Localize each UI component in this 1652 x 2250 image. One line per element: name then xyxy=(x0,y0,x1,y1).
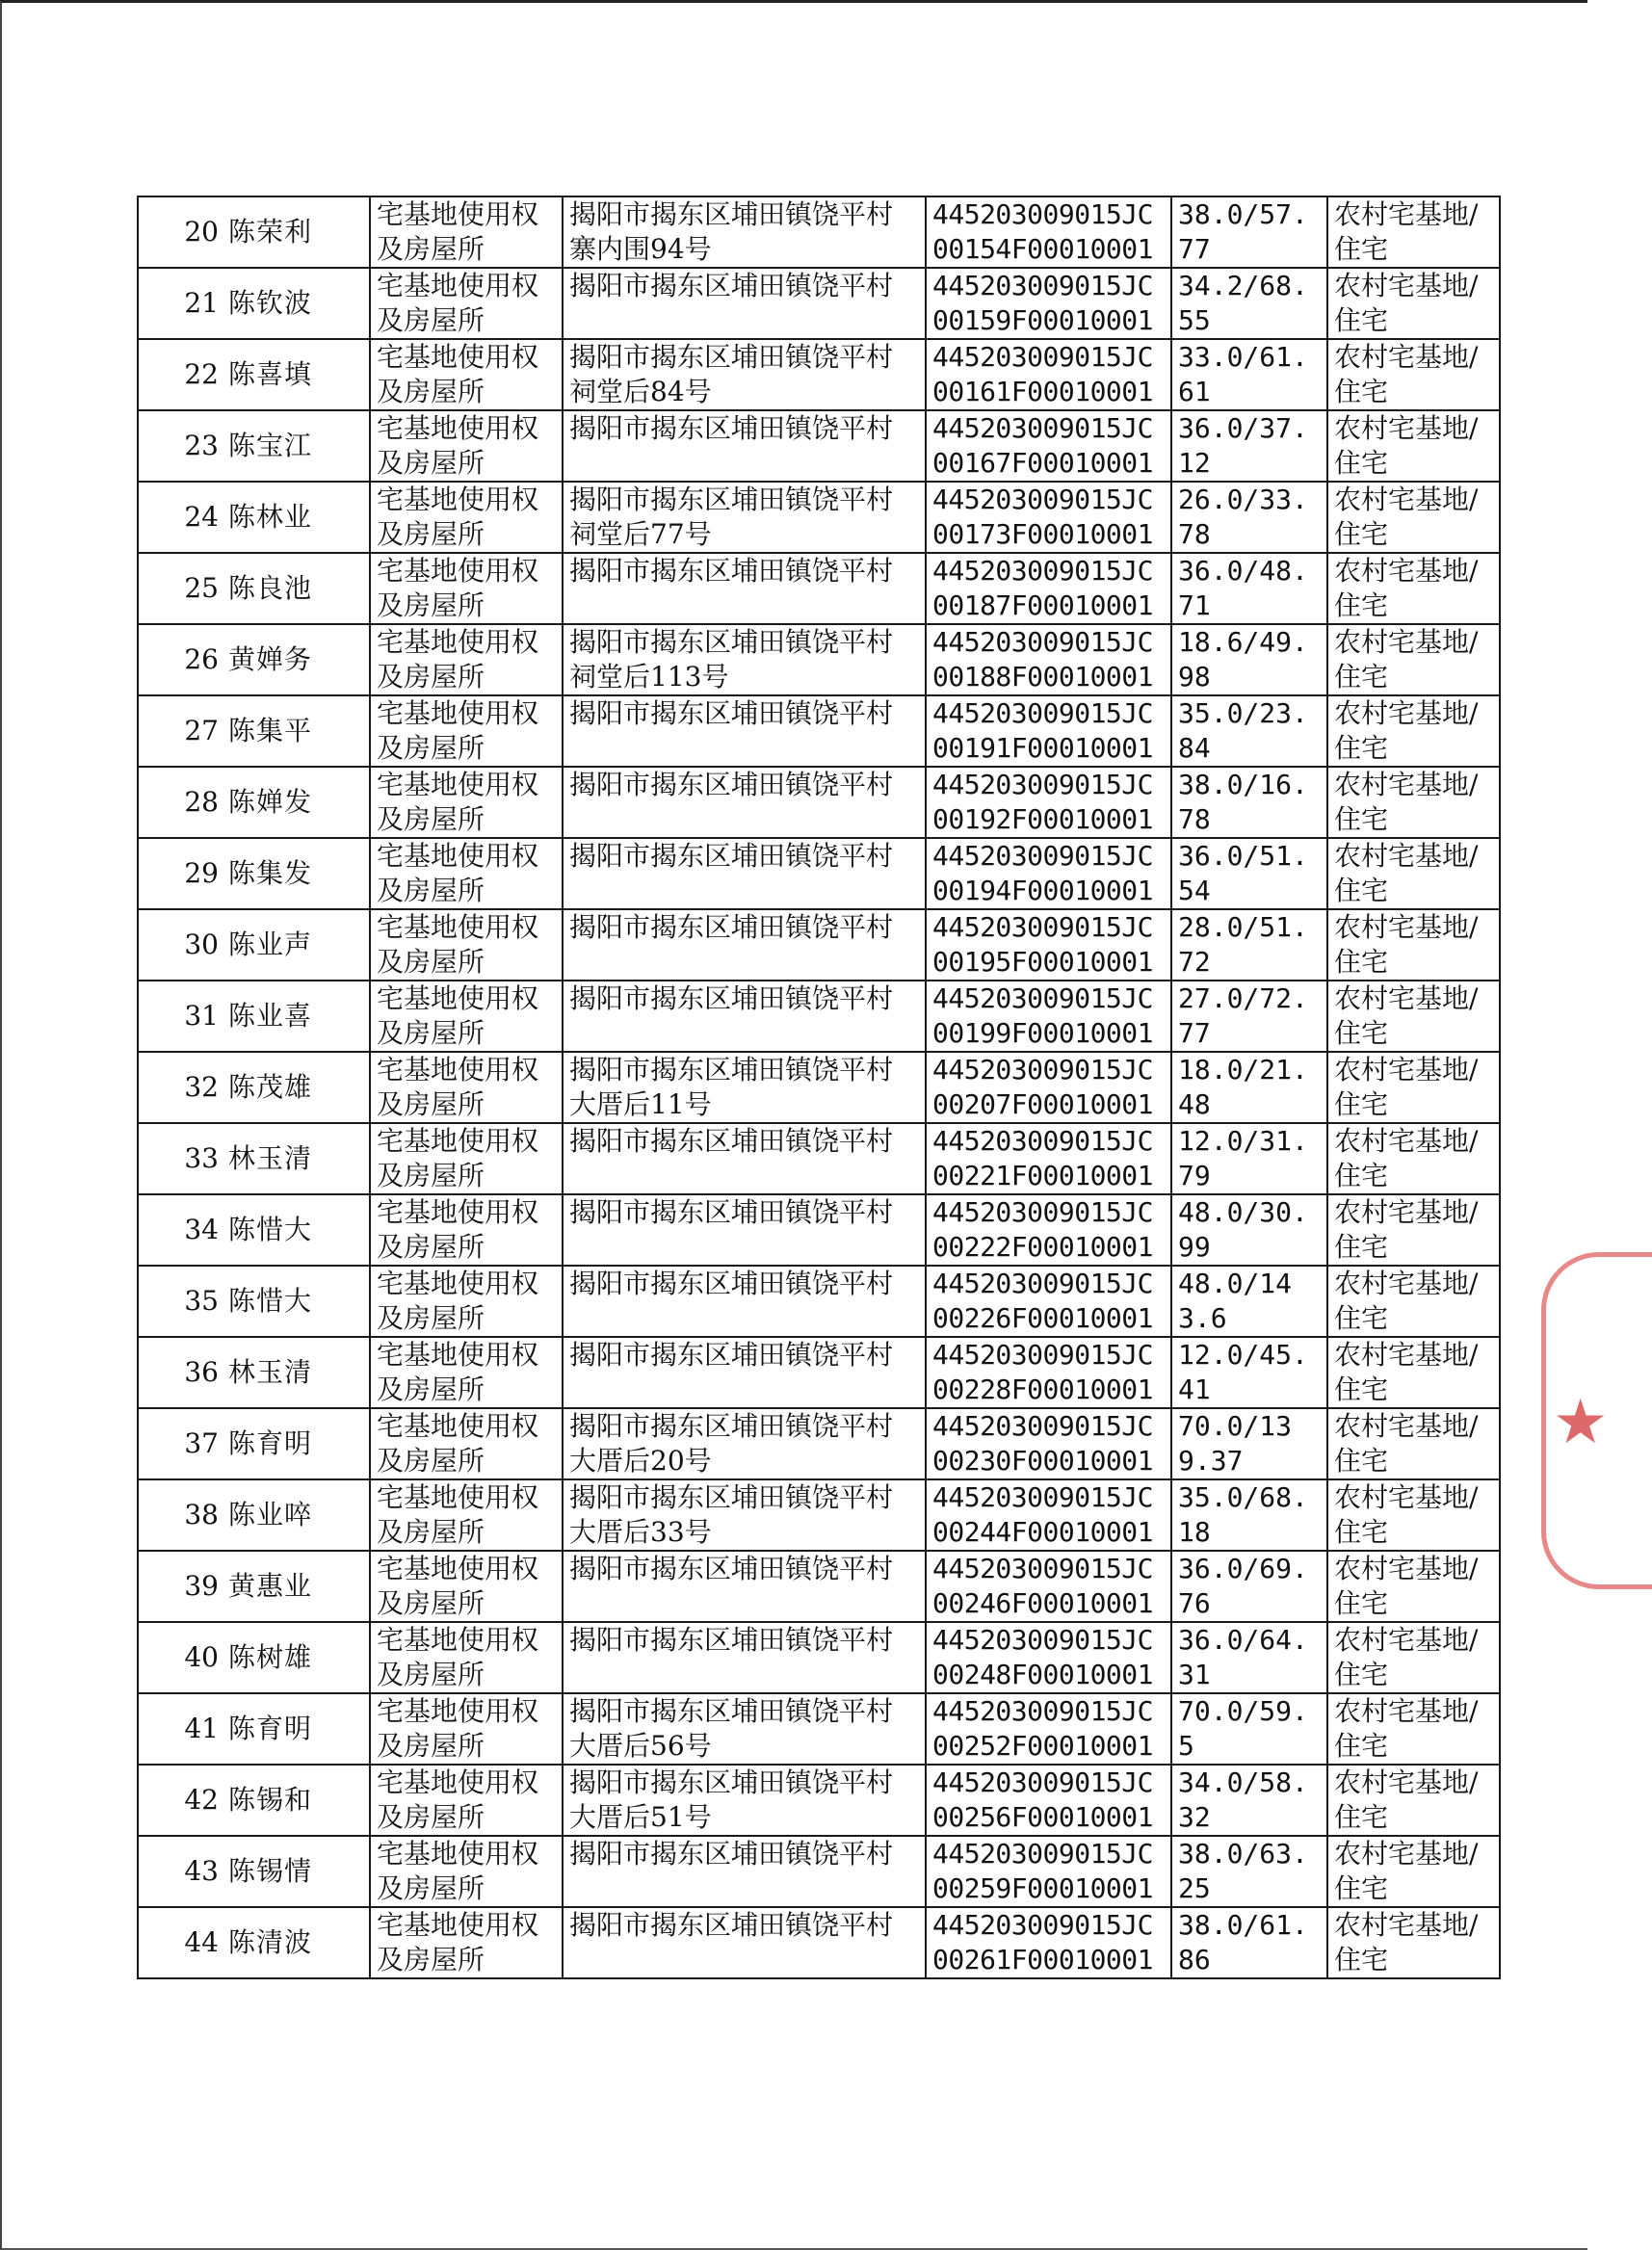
owner-name: 陈良池 xyxy=(223,553,370,624)
land-use: 农村宅基地/住宅 xyxy=(1327,1194,1500,1266)
table-row xyxy=(138,1836,1500,1907)
land-use: 农村宅基地/住宅 xyxy=(1327,767,1500,838)
row-number: 27 xyxy=(138,695,223,767)
row-number: 33 xyxy=(138,1123,223,1194)
owner-name: 陈锡和 xyxy=(223,1765,370,1836)
right-type: 宅基地使用权及房屋所 xyxy=(370,1408,563,1479)
property-address: 揭阳市揭东区埔田镇饶平村 xyxy=(563,1266,926,1337)
unit-code: 445203009015JC00207F00010001 xyxy=(926,1052,1171,1123)
unit-code: 445203009015JC00154F00010001 xyxy=(926,196,1171,268)
land-use: 农村宅基地/住宅 xyxy=(1327,1052,1500,1123)
row-number: 20 xyxy=(138,196,223,268)
property-address: 揭阳市揭东区埔田镇饶平村寨内围94号 xyxy=(563,196,926,268)
area-value: 18.6/49.98 xyxy=(1171,624,1327,695)
right-type: 宅基地使用权及房屋所 xyxy=(370,410,563,482)
unit-code: 445203009015JC00199F00010001 xyxy=(926,981,1171,1052)
area-value: 33.0/61.61 xyxy=(1171,339,1327,410)
owner-name: 陈宝江 xyxy=(223,410,370,482)
owner-name: 陈业啐 xyxy=(223,1479,370,1551)
area-value: 48.0/30.99 xyxy=(1171,1194,1327,1266)
right-type: 宅基地使用权及房屋所 xyxy=(370,1337,563,1408)
owner-name: 陈业声 xyxy=(223,909,370,981)
right-type: 宅基地使用权及房屋所 xyxy=(370,1266,563,1337)
right-type: 宅基地使用权及房屋所 xyxy=(370,838,563,909)
owner-name: 黄婵务 xyxy=(223,624,370,695)
property-address: 揭阳市揭东区埔田镇饶平村 xyxy=(563,1123,926,1194)
property-address: 揭阳市揭东区埔田镇饶平村 xyxy=(563,410,926,482)
row-number: 35 xyxy=(138,1266,223,1337)
unit-code: 445203009015JC00259F00010001 xyxy=(926,1836,1171,1907)
property-address: 揭阳市揭东区埔田镇饶平村 xyxy=(563,1907,926,1978)
land-use: 农村宅基地/住宅 xyxy=(1327,1123,1500,1194)
right-type: 宅基地使用权及房屋所 xyxy=(370,981,563,1052)
unit-code: 445203009015JC00228F00010001 xyxy=(926,1337,1171,1408)
land-use: 农村宅基地/住宅 xyxy=(1327,1479,1500,1551)
land-use: 农村宅基地/住宅 xyxy=(1327,1266,1500,1337)
area-value: 38.0/57.77 xyxy=(1171,196,1327,268)
right-type: 宅基地使用权及房屋所 xyxy=(370,1194,563,1266)
land-use: 农村宅基地/住宅 xyxy=(1327,196,1500,268)
area-value: 36.0/51.54 xyxy=(1171,838,1327,909)
owner-name: 林玉清 xyxy=(223,1123,370,1194)
row-number: 38 xyxy=(138,1479,223,1551)
unit-code: 445203009015JC00221F00010001 xyxy=(926,1123,1171,1194)
land-use: 农村宅基地/住宅 xyxy=(1327,339,1500,410)
row-number: 37 xyxy=(138,1408,223,1479)
unit-code: 445203009015JC00226F00010001 xyxy=(926,1266,1171,1337)
land-use: 农村宅基地/住宅 xyxy=(1327,695,1500,767)
table-row xyxy=(138,1907,1500,1978)
owner-name: 陈喜填 xyxy=(223,339,370,410)
property-address: 揭阳市揭东区埔田镇饶平村 xyxy=(563,1551,926,1622)
property-address: 揭阳市揭东区埔田镇饶平村 xyxy=(563,1836,926,1907)
unit-code: 445203009015JC00191F00010001 xyxy=(926,695,1171,767)
land-use: 农村宅基地/住宅 xyxy=(1327,553,1500,624)
land-use: 农村宅基地/住宅 xyxy=(1327,1337,1500,1408)
area-value: 38.0/61.86 xyxy=(1171,1907,1327,1978)
owner-name: 陈集平 xyxy=(223,695,370,767)
table-row xyxy=(138,981,1500,1052)
table-row xyxy=(138,695,1500,767)
property-address: 揭阳市揭东区埔田镇饶平村 xyxy=(563,695,926,767)
table-row xyxy=(138,482,1500,553)
table-row xyxy=(138,339,1500,410)
row-number: 23 xyxy=(138,410,223,482)
owner-name: 陈婵发 xyxy=(223,767,370,838)
unit-code: 445203009015JC00195F00010001 xyxy=(926,909,1171,981)
property-address: 揭阳市揭东区埔田镇饶平村 xyxy=(563,1622,926,1693)
table-row xyxy=(138,1123,1500,1194)
area-value: 70.0/59.5 xyxy=(1171,1693,1327,1765)
property-address: 揭阳市揭东区埔田镇饶平村 xyxy=(563,838,926,909)
owner-name: 陈清波 xyxy=(223,1907,370,1978)
table-row xyxy=(138,1052,1500,1123)
right-type: 宅基地使用权及房屋所 xyxy=(370,909,563,981)
area-value: 48.0/143.6 xyxy=(1171,1266,1327,1337)
right-type: 宅基地使用权及房屋所 xyxy=(370,1836,563,1907)
table-row xyxy=(138,767,1500,838)
row-number: 36 xyxy=(138,1337,223,1408)
property-address: 揭阳市揭东区埔田镇饶平村 xyxy=(563,1337,926,1408)
table-row xyxy=(138,1622,1500,1693)
row-number: 43 xyxy=(138,1836,223,1907)
table-row xyxy=(138,196,1500,268)
property-address: 揭阳市揭东区埔田镇饶平村 xyxy=(563,981,926,1052)
table-row xyxy=(138,838,1500,909)
area-value: 38.0/16.78 xyxy=(1171,767,1327,838)
row-number: 22 xyxy=(138,339,223,410)
unit-code: 445203009015JC00188F00010001 xyxy=(926,624,1171,695)
property-address: 揭阳市揭东区埔田镇饶平村祠堂后113号 xyxy=(563,624,926,695)
owner-name: 陈树雄 xyxy=(223,1622,370,1693)
area-value: 36.0/48.71 xyxy=(1171,553,1327,624)
seal-star-icon: ★ xyxy=(1553,1387,1609,1458)
right-type: 宅基地使用权及房屋所 xyxy=(370,553,563,624)
table-row xyxy=(138,1479,1500,1551)
table-row xyxy=(138,909,1500,981)
table-row xyxy=(138,1551,1500,1622)
land-use: 农村宅基地/住宅 xyxy=(1327,1622,1500,1693)
unit-code: 445203009015JC00194F00010001 xyxy=(926,838,1171,909)
owner-name: 陈锡情 xyxy=(223,1836,370,1907)
unit-code: 445203009015JC00187F00010001 xyxy=(926,553,1171,624)
land-use: 农村宅基地/住宅 xyxy=(1327,410,1500,482)
unit-code: 445203009015JC00252F00010001 xyxy=(926,1693,1171,1765)
land-use: 农村宅基地/住宅 xyxy=(1327,1907,1500,1978)
owner-name: 黄惠业 xyxy=(223,1551,370,1622)
land-use: 农村宅基地/住宅 xyxy=(1327,909,1500,981)
land-use: 农村宅基地/住宅 xyxy=(1327,1551,1500,1622)
row-number: 32 xyxy=(138,1052,223,1123)
unit-code: 445203009015JC00159F00010001 xyxy=(926,268,1171,339)
table-row xyxy=(138,268,1500,339)
right-type: 宅基地使用权及房屋所 xyxy=(370,695,563,767)
property-address: 揭阳市揭东区埔田镇饶平村 xyxy=(563,268,926,339)
area-value: 70.0/139.37 xyxy=(1171,1408,1327,1479)
unit-code: 445203009015JC00161F00010001 xyxy=(926,339,1171,410)
property-address: 揭阳市揭东区埔田镇饶平村祠堂后84号 xyxy=(563,339,926,410)
table-row xyxy=(138,410,1500,482)
area-value: 27.0/72.77 xyxy=(1171,981,1327,1052)
area-value: 35.0/68.18 xyxy=(1171,1479,1327,1551)
table-row xyxy=(138,1194,1500,1266)
row-number: 25 xyxy=(138,553,223,624)
row-number: 39 xyxy=(138,1551,223,1622)
right-type: 宅基地使用权及房屋所 xyxy=(370,1479,563,1551)
owner-name: 陈育明 xyxy=(223,1693,370,1765)
unit-code: 445203009015JC00261F00010001 xyxy=(926,1907,1171,1978)
right-type: 宅基地使用权及房屋所 xyxy=(370,767,563,838)
owner-name: 陈荣利 xyxy=(223,196,370,268)
land-use: 农村宅基地/住宅 xyxy=(1327,981,1500,1052)
unit-code: 445203009015JC00244F00010001 xyxy=(926,1479,1171,1551)
area-value: 35.0/23.84 xyxy=(1171,695,1327,767)
property-address: 揭阳市揭东区埔田镇饶平村大厝后56号 xyxy=(563,1693,926,1765)
right-type: 宅基地使用权及房屋所 xyxy=(370,1052,563,1123)
land-use: 农村宅基地/住宅 xyxy=(1327,482,1500,553)
table-row xyxy=(138,1765,1500,1836)
registration-table xyxy=(137,196,1501,1979)
unit-code: 445203009015JC00256F00010001 xyxy=(926,1765,1171,1836)
property-address: 揭阳市揭东区埔田镇饶平村 xyxy=(563,1194,926,1266)
owner-name: 陈惜大 xyxy=(223,1194,370,1266)
land-use: 农村宅基地/住宅 xyxy=(1327,1765,1500,1836)
table-row xyxy=(138,1337,1500,1408)
unit-code: 445203009015JC00173F00010001 xyxy=(926,482,1171,553)
property-address: 揭阳市揭东区埔田镇饶平村 xyxy=(563,553,926,624)
area-value: 18.0/21.48 xyxy=(1171,1052,1327,1123)
row-number: 31 xyxy=(138,981,223,1052)
unit-code: 445203009015JC00248F00010001 xyxy=(926,1622,1171,1693)
row-number: 29 xyxy=(138,838,223,909)
right-type: 宅基地使用权及房屋所 xyxy=(370,1765,563,1836)
right-type: 宅基地使用权及房屋所 xyxy=(370,624,563,695)
land-use: 农村宅基地/住宅 xyxy=(1327,1693,1500,1765)
table-row xyxy=(138,1408,1500,1479)
unit-code: 445203009015JC00222F00010001 xyxy=(926,1194,1171,1266)
right-type: 宅基地使用权及房屋所 xyxy=(370,268,563,339)
property-address: 揭阳市揭东区埔田镇饶平村 xyxy=(563,909,926,981)
land-use: 农村宅基地/住宅 xyxy=(1327,268,1500,339)
right-type: 宅基地使用权及房屋所 xyxy=(370,1123,563,1194)
owner-name: 陈林业 xyxy=(223,482,370,553)
owner-name: 陈茂雄 xyxy=(223,1052,370,1123)
right-type: 宅基地使用权及房屋所 xyxy=(370,339,563,410)
area-value: 12.0/45.41 xyxy=(1171,1337,1327,1408)
row-number: 24 xyxy=(138,482,223,553)
area-value: 28.0/51.72 xyxy=(1171,909,1327,981)
row-number: 34 xyxy=(138,1194,223,1266)
right-type: 宅基地使用权及房屋所 xyxy=(370,1907,563,1978)
area-value: 36.0/37.12 xyxy=(1171,410,1327,482)
owner-name: 陈钦波 xyxy=(223,268,370,339)
property-address: 揭阳市揭东区埔田镇饶平村大厝后51号 xyxy=(563,1765,926,1836)
area-value: 26.0/33.78 xyxy=(1171,482,1327,553)
land-use: 农村宅基地/住宅 xyxy=(1327,838,1500,909)
table-row xyxy=(138,1693,1500,1765)
table-row xyxy=(138,1266,1500,1337)
unit-code: 445203009015JC00192F00010001 xyxy=(926,767,1171,838)
unit-code: 445203009015JC00230F00010001 xyxy=(926,1408,1171,1479)
land-use: 农村宅基地/住宅 xyxy=(1327,1408,1500,1479)
right-type: 宅基地使用权及房屋所 xyxy=(370,1551,563,1622)
owner-name: 林玉清 xyxy=(223,1337,370,1408)
owner-name: 陈惜大 xyxy=(223,1266,370,1337)
table-row xyxy=(138,624,1500,695)
table-row xyxy=(138,553,1500,624)
row-number: 28 xyxy=(138,767,223,838)
right-type: 宅基地使用权及房屋所 xyxy=(370,196,563,268)
row-number: 30 xyxy=(138,909,223,981)
row-number: 44 xyxy=(138,1907,223,1978)
area-value: 34.0/58.32 xyxy=(1171,1765,1327,1836)
registration-table-body xyxy=(138,196,1500,1978)
row-number: 26 xyxy=(138,624,223,695)
row-number: 42 xyxy=(138,1765,223,1836)
property-address: 揭阳市揭东区埔田镇饶平村祠堂后77号 xyxy=(563,482,926,553)
right-type: 宅基地使用权及房屋所 xyxy=(370,1693,563,1765)
property-address: 揭阳市揭东区埔田镇饶平村大厝后33号 xyxy=(563,1479,926,1551)
area-value: 36.0/64.31 xyxy=(1171,1622,1327,1693)
land-use: 农村宅基地/住宅 xyxy=(1327,1836,1500,1907)
unit-code: 445203009015JC00246F00010001 xyxy=(926,1551,1171,1622)
right-type: 宅基地使用权及房屋所 xyxy=(370,482,563,553)
owner-name: 陈业喜 xyxy=(223,981,370,1052)
row-number: 40 xyxy=(138,1622,223,1693)
area-value: 36.0/69.76 xyxy=(1171,1551,1327,1622)
row-number: 41 xyxy=(138,1693,223,1765)
property-address: 揭阳市揭东区埔田镇饶平村 xyxy=(563,767,926,838)
property-address: 揭阳市揭东区埔田镇饶平村大厝后11号 xyxy=(563,1052,926,1123)
area-value: 34.2/68.55 xyxy=(1171,268,1327,339)
land-use: 农村宅基地/住宅 xyxy=(1327,624,1500,695)
property-address: 揭阳市揭东区埔田镇饶平村大厝后20号 xyxy=(563,1408,926,1479)
area-value: 38.0/63.25 xyxy=(1171,1836,1327,1907)
owner-name: 陈集发 xyxy=(223,838,370,909)
area-value: 12.0/31.79 xyxy=(1171,1123,1327,1194)
row-number: 21 xyxy=(138,268,223,339)
right-type: 宅基地使用权及房屋所 xyxy=(370,1622,563,1693)
owner-name: 陈育明 xyxy=(223,1408,370,1479)
unit-code: 445203009015JC00167F00010001 xyxy=(926,410,1171,482)
